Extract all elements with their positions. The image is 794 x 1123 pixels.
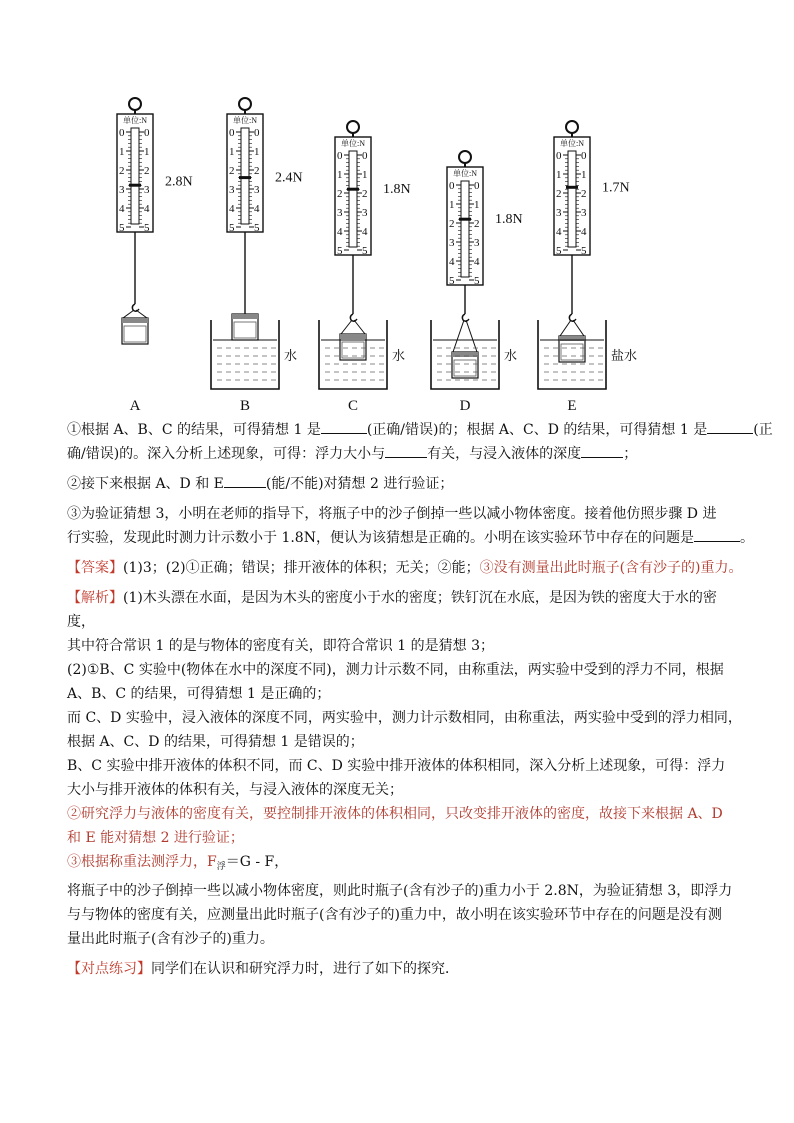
string-left — [341, 320, 352, 334]
scale-ring — [566, 121, 578, 133]
scale-slot — [461, 181, 469, 277]
bottle-cap — [232, 314, 258, 319]
scale-number-right: 0 — [254, 127, 260, 139]
scale-number-right: 5 — [362, 245, 368, 257]
scale-number-left: 3 — [229, 184, 235, 196]
scale-reading: 1.8N — [495, 212, 523, 228]
analysis-line-4: (2)①B、C 实验中(物体在水中的深度不同)，测力计示数不同，由称重法，两实验中受到的浮力不同，根据 — [67, 662, 724, 678]
scale-reading: 2.8N — [165, 174, 193, 190]
scale-number-left: 4 — [449, 256, 455, 268]
scale-number-left: 1 — [337, 169, 343, 181]
analysis-line-7: 根据 A、C、D 的结果，可得猜想 1 是错误的； — [67, 734, 364, 750]
scale-number-right: 0 — [474, 180, 480, 192]
analysis-line-1: 【解析】(1)木头漂在水面，是因为木头的密度小于水的密度；铁钉沉在水底，是因为铁的密度大于水的密 — [67, 590, 717, 606]
analysis-label: 【解析】 — [67, 590, 123, 606]
scale-unit-label: 单位:N — [233, 116, 257, 125]
scale-pointer — [239, 176, 251, 179]
panel-letter: B — [239, 398, 251, 414]
answer-label: 【答案】 — [67, 560, 123, 576]
analysis-line-10: ②研究浮力与液体的密度有关，要控制排开液体的体积相同，只改变排开液体的密度，故接下来根据 A、D — [67, 806, 723, 822]
analysis-line-12: ③根据称重法测浮力，$F_浮=G - F$， — [67, 854, 289, 872]
string-left — [560, 320, 571, 336]
analysis-line-6: 而 C、D 实验中，浸入液体的深度不同，两实验中，测力计示数相同，由称重法，两实验中受到的浮力相同， — [67, 710, 742, 726]
scale-number-left: 5 — [119, 222, 125, 234]
analysis-line-2: 度， — [67, 614, 95, 630]
scale-reading: 1.7N — [602, 180, 630, 196]
scale-number-left: 2 — [337, 188, 343, 200]
scale-number-right: 1 — [362, 169, 368, 181]
scale-number-left: 3 — [556, 207, 562, 219]
scale-number-right: 2 — [144, 165, 150, 177]
scale-number-right: 1 — [254, 146, 260, 158]
scale-number-right: 5 — [474, 275, 480, 287]
scale-number-right: 5 — [254, 222, 260, 234]
scale-number-left: 0 — [229, 127, 235, 139]
practice-line: 【对点练习】同学们在认识和研究浮力时，进行了如下的探究． — [67, 961, 459, 977]
scale-number-right: 4 — [581, 226, 587, 238]
spring-scale-figure — [100, 92, 660, 417]
scale-number-left: 5 — [556, 245, 562, 257]
blank-3 — [385, 443, 427, 458]
scale-number-right: 1 — [474, 199, 480, 211]
scale-ring — [459, 151, 471, 163]
scale-slot — [568, 151, 576, 247]
scale-number-left: 4 — [229, 203, 235, 215]
blank-4 — [581, 443, 623, 458]
panel-letter: E — [567, 398, 577, 414]
question-1-line-2: 确/错误)的。深入分析上述现象，可得：浮力大小与 有关，与浸入液体的深度 ； — [67, 442, 727, 466]
scale-number-left: 2 — [556, 188, 562, 200]
liquid-label: 盐水 — [611, 348, 638, 363]
scale-number-right: 4 — [474, 256, 480, 268]
question-1-line-1: ①根据 A、B、C 的结果，可得猜想 1 是 (正确/错误)的；根据 A、C、D 的结果，可得猜想 1 是 (正 — [67, 418, 727, 442]
scale-number-left: 0 — [119, 127, 125, 139]
scale-number-right: 2 — [581, 188, 587, 200]
blank-2 — [707, 419, 753, 434]
scale-number-left: 5 — [229, 222, 235, 234]
scale-number-left: 3 — [337, 207, 343, 219]
analysis-line-15: 量出此时瓶子(含有沙子的)重力。 — [67, 931, 274, 947]
scale-number-left: 5 — [449, 275, 455, 287]
scale-reading: 2.4N — [275, 170, 303, 186]
scale-number-right: 4 — [362, 226, 368, 238]
analysis-line-14: 与与物体的密度有关，应测量出此时瓶子(含有沙子的)重力中，故小明在该实验环节中存在的问题是没有测 — [67, 907, 722, 923]
scale-number-left: 2 — [119, 165, 125, 177]
scale-number-right: 2 — [362, 188, 368, 200]
analysis-line-11: 和 E 能对猜想 2 进行验证； — [67, 830, 244, 846]
scale-slot — [241, 128, 249, 224]
scale-number-right: 3 — [581, 207, 587, 219]
scale-number-right: 2 — [254, 165, 260, 177]
scale-slot — [349, 151, 357, 247]
liquid-label: 水 — [392, 348, 406, 363]
scale-ring — [347, 121, 359, 133]
scale-number-left: 1 — [119, 146, 125, 158]
question-3-line-1: ③为验证猜想 3，小明在老师的指导下，将瓶子中的沙子倒掉一些以减小物体密度。接着他仿照步骤 D 进 — [67, 506, 717, 522]
liquid-label: 水 — [504, 348, 518, 363]
scale-reading: 1.8N — [383, 182, 411, 198]
string-right — [136, 310, 147, 318]
scale-slot — [131, 128, 139, 224]
scale-number-right: 3 — [144, 184, 150, 196]
scale-number-left: 0 — [556, 150, 562, 162]
scale-pointer — [459, 218, 471, 221]
analysis-line-5: A、B、C 的结果，可得猜想 1 是正确的； — [67, 686, 331, 702]
scale-number-right: 4 — [254, 203, 260, 215]
scale-pointer — [129, 184, 141, 187]
scale-unit-label: 单位:N — [341, 139, 365, 148]
scale-number-left: 2 — [229, 165, 235, 177]
blank-5 — [224, 473, 266, 488]
string-right — [573, 320, 584, 336]
scale-number-left: 1 — [556, 169, 562, 181]
scale-number-right: 3 — [362, 207, 368, 219]
scale-number-right: 2 — [474, 218, 480, 230]
panel-letter: D — [459, 398, 471, 414]
scale-number-right: 0 — [581, 150, 587, 162]
scale-number-left: 5 — [337, 245, 343, 257]
blank-1 — [321, 419, 367, 434]
scale-number-right: 3 — [474, 237, 480, 249]
scale-pointer — [347, 188, 359, 191]
scale-unit-label: 单位:N — [453, 169, 477, 178]
practice-label: 【对点练习】 — [67, 961, 151, 977]
panel-letter: A — [129, 398, 141, 414]
liquid-label: 水 — [284, 348, 298, 363]
scale-unit-label: 单位:N — [123, 116, 147, 125]
scale-number-left: 4 — [556, 226, 562, 238]
scale-number-left: 1 — [229, 146, 235, 158]
scale-number-left: 0 — [337, 150, 343, 162]
scale-number-left: 4 — [337, 226, 343, 238]
scale-number-left: 4 — [119, 203, 125, 215]
question-2: ②接下来根据 A、D 和 E (能/不能)对猜想 2 进行验证； — [67, 472, 727, 496]
analysis-line-13: 将瓶子中的沙子倒掉一些以减小物体密度，则此时瓶子(含有沙子的)重力小于 2.8N，为验证猜想 3，即浮力 — [67, 883, 733, 899]
bottle-cap — [340, 334, 366, 339]
string-left — [453, 320, 464, 352]
scale-number-right: 3 — [254, 184, 260, 196]
scale-number-right: 1 — [581, 169, 587, 181]
question-3-line-2: 行实验，发现此时测力计示数小于 1.8N，便认为该猜想是正确的。小明在该实验环节中存在的问题是 。 — [67, 526, 727, 550]
scale-number-right: 0 — [144, 127, 150, 139]
scale-number-left: 3 — [119, 184, 125, 196]
questions-section — [67, 418, 773, 981]
scale-number-right: 1 — [144, 146, 150, 158]
scale-number-right: 0 — [362, 150, 368, 162]
analysis-line-3: 其中符合常识 1 的是与物体的密度有关，即符合常识 1 的是猜想 3； — [67, 638, 494, 654]
panel-letter: C — [347, 398, 359, 414]
scale-number-right: 5 — [144, 222, 150, 234]
string-right — [466, 320, 477, 352]
scale-unit-label: 单位:N — [560, 139, 584, 148]
scale-ring — [129, 98, 141, 110]
blank-6 — [694, 527, 740, 542]
scale-number-right: 4 — [144, 203, 150, 215]
scale-number-right: 5 — [581, 245, 587, 257]
scale-number-left: 1 — [449, 199, 455, 211]
analysis-line-8: B、C 实验中排开液体的体积不同，而 C、D 实验中排开液体的体积相同，深入分析上述现象，可得：浮力 — [67, 758, 726, 774]
analysis-line-9: 大小与排开液体的体积有关，与浸入液体的深度无关； — [67, 782, 403, 798]
scale-number-left: 3 — [449, 237, 455, 249]
scale-number-left: 0 — [449, 180, 455, 192]
bottle-cap — [122, 318, 148, 323]
scale-pointer — [566, 186, 578, 189]
string-right — [354, 320, 365, 334]
scale-number-left: 2 — [449, 218, 455, 230]
scale-ring — [239, 98, 251, 110]
string-left — [123, 310, 134, 318]
answer-line: 【答案】(1)3；(2)①正确；错误；排开液体的体积；无关；②能；③没有测量出此时瓶子(含有沙子的)重力。 — [67, 560, 743, 576]
